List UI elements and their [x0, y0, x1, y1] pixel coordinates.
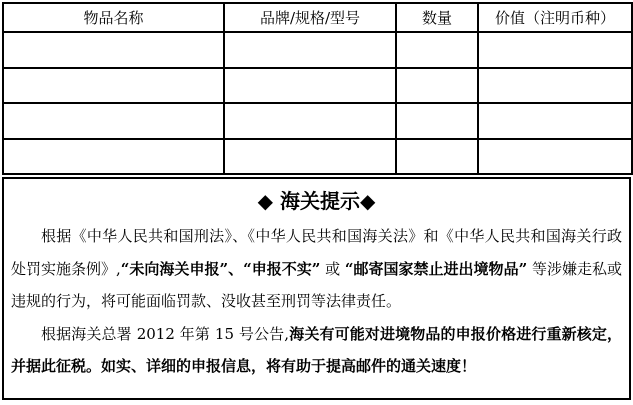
items-table [2, 2, 633, 175]
table-row [3, 32, 632, 68]
table-cell [3, 32, 224, 68]
table-cell [396, 68, 478, 104]
table-cell [3, 68, 224, 104]
col-header-value-currency: 价值（注明币种） [478, 3, 632, 32]
table-cell [224, 103, 396, 139]
table-cell [478, 103, 632, 139]
table-cell [396, 32, 478, 68]
notice-text-run: “未向海关申报”、“申报不实” [120, 259, 321, 278]
table-cell [396, 103, 478, 139]
customs-notice-section [2, 177, 631, 400]
items-table-body [3, 32, 632, 174]
table-cell [3, 139, 224, 175]
notice-text-run: 根据海关总署 2012 年第 15 号公告, [41, 324, 290, 343]
col-header-item-name: 物品名称 [3, 3, 224, 32]
items-table-header-row [3, 3, 632, 32]
notice-text-run: 等涉嫌走私或违规的行为，将可能面临罚款、没收甚至刑罚等法律责任。 [11, 259, 622, 310]
col-header-brand-spec-model: 品牌/规格/型号 [224, 3, 396, 32]
table-cell [3, 103, 224, 139]
col-header-quantity: 数量 [396, 3, 478, 32]
table-row [3, 139, 632, 175]
table-cell [224, 68, 396, 104]
notice-title: ◆ 海关提示◆ [257, 189, 376, 213]
notice-paragraph [11, 318, 622, 383]
table-cell [478, 139, 632, 175]
notice-text-run: 根据《中华人民共和国刑法》、《中华人民共和国海关法》和《中华人民共和国海关行政处罚实施条例》, [11, 227, 622, 278]
table-cell [478, 68, 632, 104]
notice-paragraphs [11, 220, 622, 383]
table-row [3, 103, 632, 139]
notice-text-run: 或 [320, 259, 345, 278]
notice-text-run: 海关有可能对进境物品的申报价格进行重新核定，并据此征税。如实、详细的申报信息，将有助于提高邮件的通关速度！ [11, 324, 622, 375]
notice-paragraph [11, 220, 622, 318]
table-row [3, 68, 632, 104]
table-cell [396, 139, 478, 175]
table-cell [478, 32, 632, 68]
table-cell [224, 32, 396, 68]
notice-text-run: “邮寄国家禁止进出境物品” [344, 259, 528, 278]
table-cell [224, 139, 396, 175]
